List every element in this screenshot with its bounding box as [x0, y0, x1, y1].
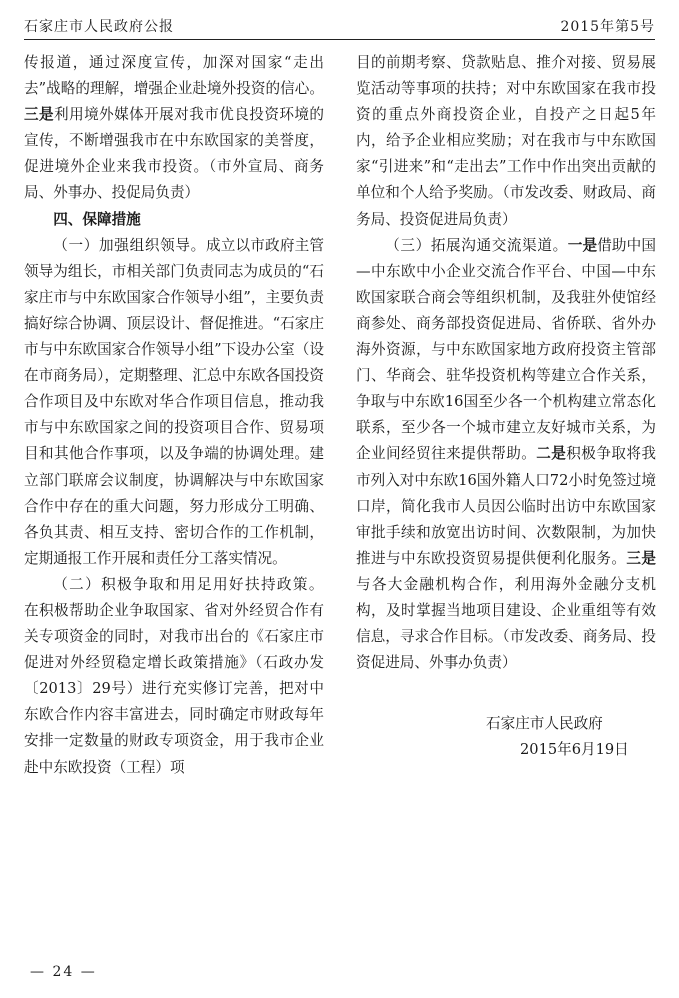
section-heading: 四、保障措施 [53, 210, 141, 228]
paragraph [356, 233, 656, 677]
paragraph: 目的前期考察、贷款贴息、推介对接、贸易展览活动等事项的扶持；对中东欧国家在我市投资的重点外商投资企业，自投产之日起5年内，给予企业相应奖励；对在我市与中东欧国家“引进来”和“走出去”工作中作出突出贡献的单位和个人给予奖励。（市发改委、财政局、商务局、投资促进局负责） [356, 54, 656, 228]
paragraph-text: 在积极帮助企业争取国家、省对外经贸合作有关专项资金的同时，对我市出台的《石家庄市促进对外经贸稳定增长政策措施》（石政办发〔2013〕29号）进行充实修订完善，把对中东欧合作内容丰富进去，同时确定市财政每年安排一定数量的财政专项资金，用于我市企业赴中东欧投资（工程）项 [24, 601, 324, 776]
paragraph-text: 传报道，通过深度宣传，加深对国家“走出去”战略的理解，增强企业赴境外投资的信心。 [24, 54, 324, 98]
subsection-title: （三）拓展沟通交流渠道。 [385, 236, 568, 254]
signing-organization: 石家庄市人民政府 [486, 715, 603, 732]
signing-date: 2015年6月19日 [520, 741, 629, 758]
left-column [24, 50, 324, 781]
bold-marker: 三是 [24, 106, 55, 124]
issue-number: 2015年第5号 [560, 19, 655, 35]
header-rule [24, 39, 655, 40]
publication-title: 石家庄市人民政府公报 [24, 19, 174, 35]
paragraph-text: 积极争取将我市列入对中东欧16国外籍人口72小时免签过境口岸，简化我市人员因公临时出访中东欧国家审批手续和放宽出访时间、次数限制，为加快推进与中东欧投资贸易提供便利化服务。 [356, 445, 656, 567]
paragraph [24, 233, 324, 572]
subsection-title: （二）积极争取和用足用好扶持政策。 [53, 575, 324, 593]
paragraph [24, 572, 324, 781]
page-header [24, 10, 655, 36]
bold-marker: 三是 [626, 549, 656, 567]
bold-marker: 一是 [567, 236, 598, 254]
paragraph-text: 与各大金融机构合作，利用海外金融分支机构，及时掌握当地项目建设、企业重组等有效信息，寻求合作目标。（市发改委、商务局、投资促进局、外事办负责） [356, 575, 656, 672]
paragraph [24, 50, 324, 207]
paragraph-text: 成立以市政府主管领导为组长，市相关部门负责同志为成员的“石家庄市与中东欧国家合作领导小组”，主要负责搞好综合协调、顶层设计、督促推进。“石家庄市与中东欧国家合作领导小组”下设办公室（设在市商务局），定期整理、汇总中东欧各国投资合作项目及中东欧对华合作项目信息，推动我市与中东欧国家之间的投资项目合作、贸易项目和其他合作事项，以及争端的协调处理。建立部门联席会议制度，协调解决与中东欧国家合作中存在的重大问题，努力形成分工明确、各负其责、相互支持、密切合作的工作机制，定期通报工作开展和责任分工落实情况。 [24, 236, 324, 567]
paragraph-text: 借助中国—中东欧中小企业交流合作平台、中国—中东欧国家联合商会等组织机制，及我驻外使馆经商参处、商务部投资促进局、省侨联、省外办海外资源，与中东欧国家地方政府投资主管部门、华商会、驻华投资机构等建立合作关系，争取与中东欧16国至少各一个机构建立常态化联系，至少各一个城市建立友好城市关系，为企业间经贸往来提供帮助。 [356, 236, 656, 463]
subsection-title: （一）加强组织领导。 [53, 236, 206, 254]
bold-marker: 二是 [536, 445, 567, 463]
page-number: — 24 — [30, 964, 97, 980]
paragraph-text: 利用境外媒体开展对我市优良投资环境的宣传，不断增强我市在中东欧国家的美誉度，促进境外企业来我市投资。（市外宣局、商务局、外事办、投促局负责） [24, 106, 324, 202]
right-column [356, 50, 656, 676]
